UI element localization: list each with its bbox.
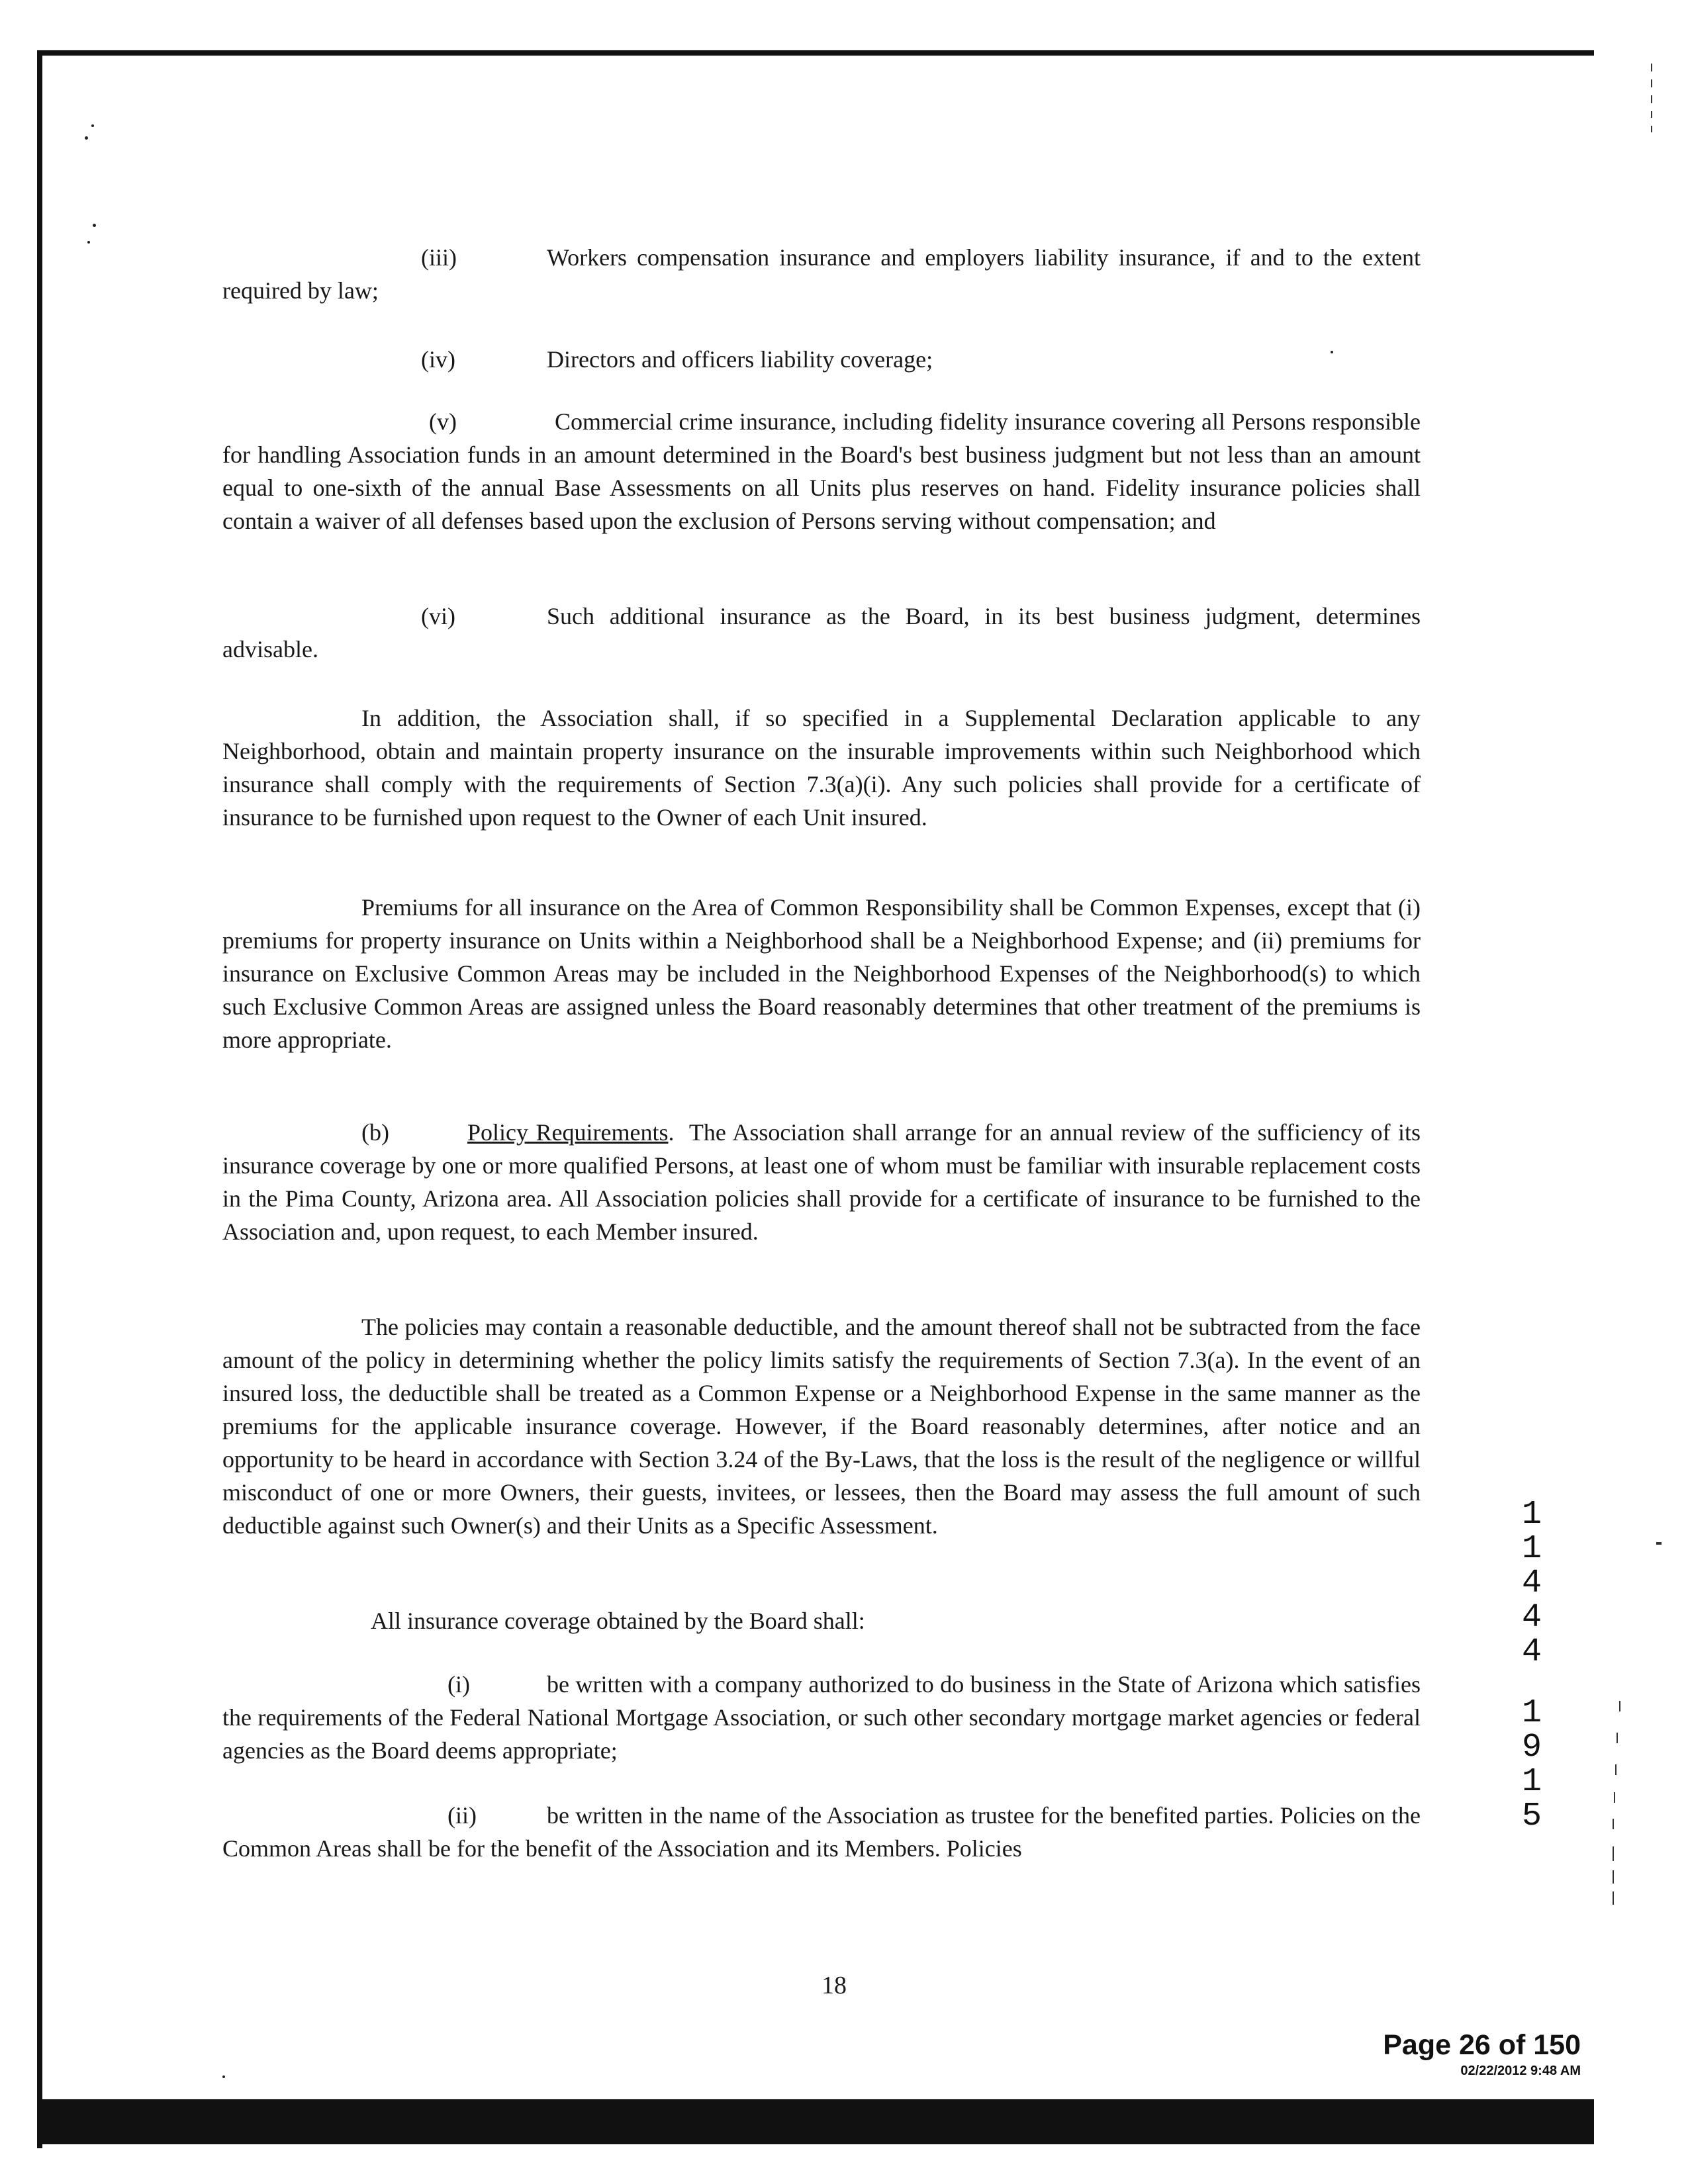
scan-mark [1613, 1870, 1614, 1884]
side-stamp-digit: 5 [1521, 1797, 1542, 1835]
section-heading: Policy Requirements [467, 1119, 669, 1146]
scan-mark [1614, 1792, 1615, 1803]
paragraph-iii [222, 241, 1421, 307]
scan-mark [1613, 1891, 1614, 1905]
scan-mark [1651, 64, 1652, 71]
scan-speck [91, 124, 94, 127]
item-marker: (i) [447, 1671, 470, 1698]
scan-mark [1619, 1701, 1620, 1711]
paragraph-deductible [222, 1310, 1421, 1542]
item-marker: (ii) [447, 1802, 477, 1829]
side-stamp-digit: 1 [1521, 1763, 1542, 1801]
timestamp-stamp: 02/22/2012 9:48 AM [1460, 2064, 1581, 2078]
item-marker: (v) [429, 408, 457, 435]
scan-mark [1613, 1819, 1614, 1829]
scan-mark [1651, 111, 1652, 118]
item-marker: (iv) [421, 346, 455, 373]
side-stamp-digit: 1 [1521, 1496, 1542, 1533]
paragraph-text: The policies may contain a reasonable deductible, and the amount thereof shall not be subtracted from the face amount of the policy in determining whether the policy limits satisfy the requirements of Section 7.3(a). In the event of an insured loss, the deductible shall be treated as a Common Expense or a Neighborhood Expense in the same manner as the premiums for the applicable insurance coverage. However, if the Board reasonably determines, after notice and an opportunity to be heard in accordance with Section 3.24 of the By-Laws, that the loss is the result of the negligence or willful misconduct of one or more Owners, their guests, invitees, or lessees, then the Board may assess the full amount of such deductible against such Owner(s) and their Units as a Specific Assessment. [222, 1314, 1421, 1539]
paragraph-neighborhood-insurance [222, 702, 1421, 834]
paragraph-v [222, 405, 1421, 537]
page-number: 18 [821, 1972, 847, 1999]
scan-mark [1651, 95, 1652, 103]
scan-speck [93, 224, 96, 227]
paragraph-vi [222, 600, 1421, 666]
top-border [37, 50, 1594, 56]
paragraph-text: In addition, the Association shall, if so specified in a Supplemental Declaration applicable to any Neighborhood, obtain and maintain property insurance on the insurable improvements within such Neighborhood which insurance shall comply with the requirements of Section 7.3(a)(i). Any such policies shall provide for a certificate of insurance to be furnished upon request to the Owner of each Unit insured. [222, 705, 1421, 831]
item-marker: (b) [361, 1119, 389, 1146]
paragraph-text: be written with a company authorized to do business in the State of Arizona which satisfies the requirements of the Federal National Mortgage Association, or such other secondary mortgage market agencies or federal agencies as the Board deems appropriate; [222, 1671, 1421, 1764]
paragraph-premiums [222, 891, 1421, 1056]
scan-mark [1615, 1764, 1617, 1775]
scan-mark [1613, 1846, 1614, 1861]
scan-mark [1651, 126, 1652, 132]
paragraph-policy-requirements: (b) Policy Requirements. The Association shall arrange for an annual review of the sufficiency of its insurance coverage by one or more qualified Persons, at least one of whom must be familiar with insurable replacement costs in the Pima County, Arizona area. All Association policies shall provide for a certificate of insurance to be furnished to the Association and, upon request, to each Member insured. [222, 1116, 1421, 1248]
scan-speck [222, 2075, 225, 2078]
item-marker: (iii) [421, 244, 457, 271]
side-stamp-digit: 9 [1521, 1729, 1542, 1766]
side-stamp-digit: 4 [1521, 1599, 1542, 1637]
left-border [37, 50, 42, 2148]
bottom-border [37, 2099, 1594, 2144]
paragraph-coverage-intro [222, 1604, 1421, 1637]
paragraph-ii [222, 1799, 1421, 1865]
side-stamp-digit: 4 [1521, 1565, 1542, 1602]
paragraph-text: be written in the name of the Association as trustee for the benefited parties. Policies on the Common Areas shall be for the benefit of the Association and its Members. Policies [222, 1802, 1421, 1862]
paragraph-text: Directors and officers liability coverage; [547, 346, 933, 373]
scan-mark [1656, 1542, 1662, 1545]
paragraph-text: Commercial crime insurance, including fidelity insurance covering all Persons responsible for handling Association funds in an amount determined in the Board's best business judgment but not less than an amount equal to one-sixth of the annual Base Assessments on all Units plus reserves on hand. Fidelity insurance policies shall contain a waiver of all defenses based upon the exclusion of Persons serving without compensation; and [222, 408, 1421, 534]
paragraph-iv [222, 343, 1421, 376]
scan-mark [1651, 79, 1652, 87]
paragraph-text: All insurance coverage obtained by the Board shall: [371, 1608, 865, 1634]
scan-mark [1617, 1733, 1618, 1743]
item-marker: (vi) [421, 603, 455, 629]
paragraph-text: The Association shall arrange for an annual review of the sufficiency of its insurance coverage by one or more qualified Persons, at least one of whom must be familiar with insurable replacement costs in the Pima County, Arizona area. All Association policies shall provide for a certificate of insurance to be furnished to the Association and, upon request, to each Member insured. [222, 1119, 1421, 1245]
paragraph-i [222, 1668, 1421, 1767]
scan-speck [87, 241, 90, 244]
paragraph-text: Workers compensation insurance and employers liability insurance, if and to the extent required by law; [222, 244, 1421, 304]
scan-speck [85, 136, 88, 140]
side-stamp-digit: 1 [1521, 1530, 1542, 1568]
paragraph-text: Such additional insurance as the Board, in its best business judgment, determines advisable. [222, 603, 1421, 662]
side-stamp-digit: 4 [1521, 1633, 1542, 1671]
side-stamp-digit: 1 [1521, 1694, 1542, 1732]
paragraph-text: Premiums for all insurance on the Area of Common Responsibility shall be Common Expenses, except that (i) premiums for property insurance on Units within a Neighborhood shall be a Neighborhood Expense; and (ii) premiums for insurance on Exclusive Common Areas may be included in the Neighborhood Expenses of the Neighborhood(s) to which such Exclusive Common Areas are assigned unless the Board reasonably determines that other treatment of the premiums is more appropriate. [222, 894, 1421, 1053]
page-count-stamp: Page 26 of 150 [1383, 2029, 1581, 2061]
